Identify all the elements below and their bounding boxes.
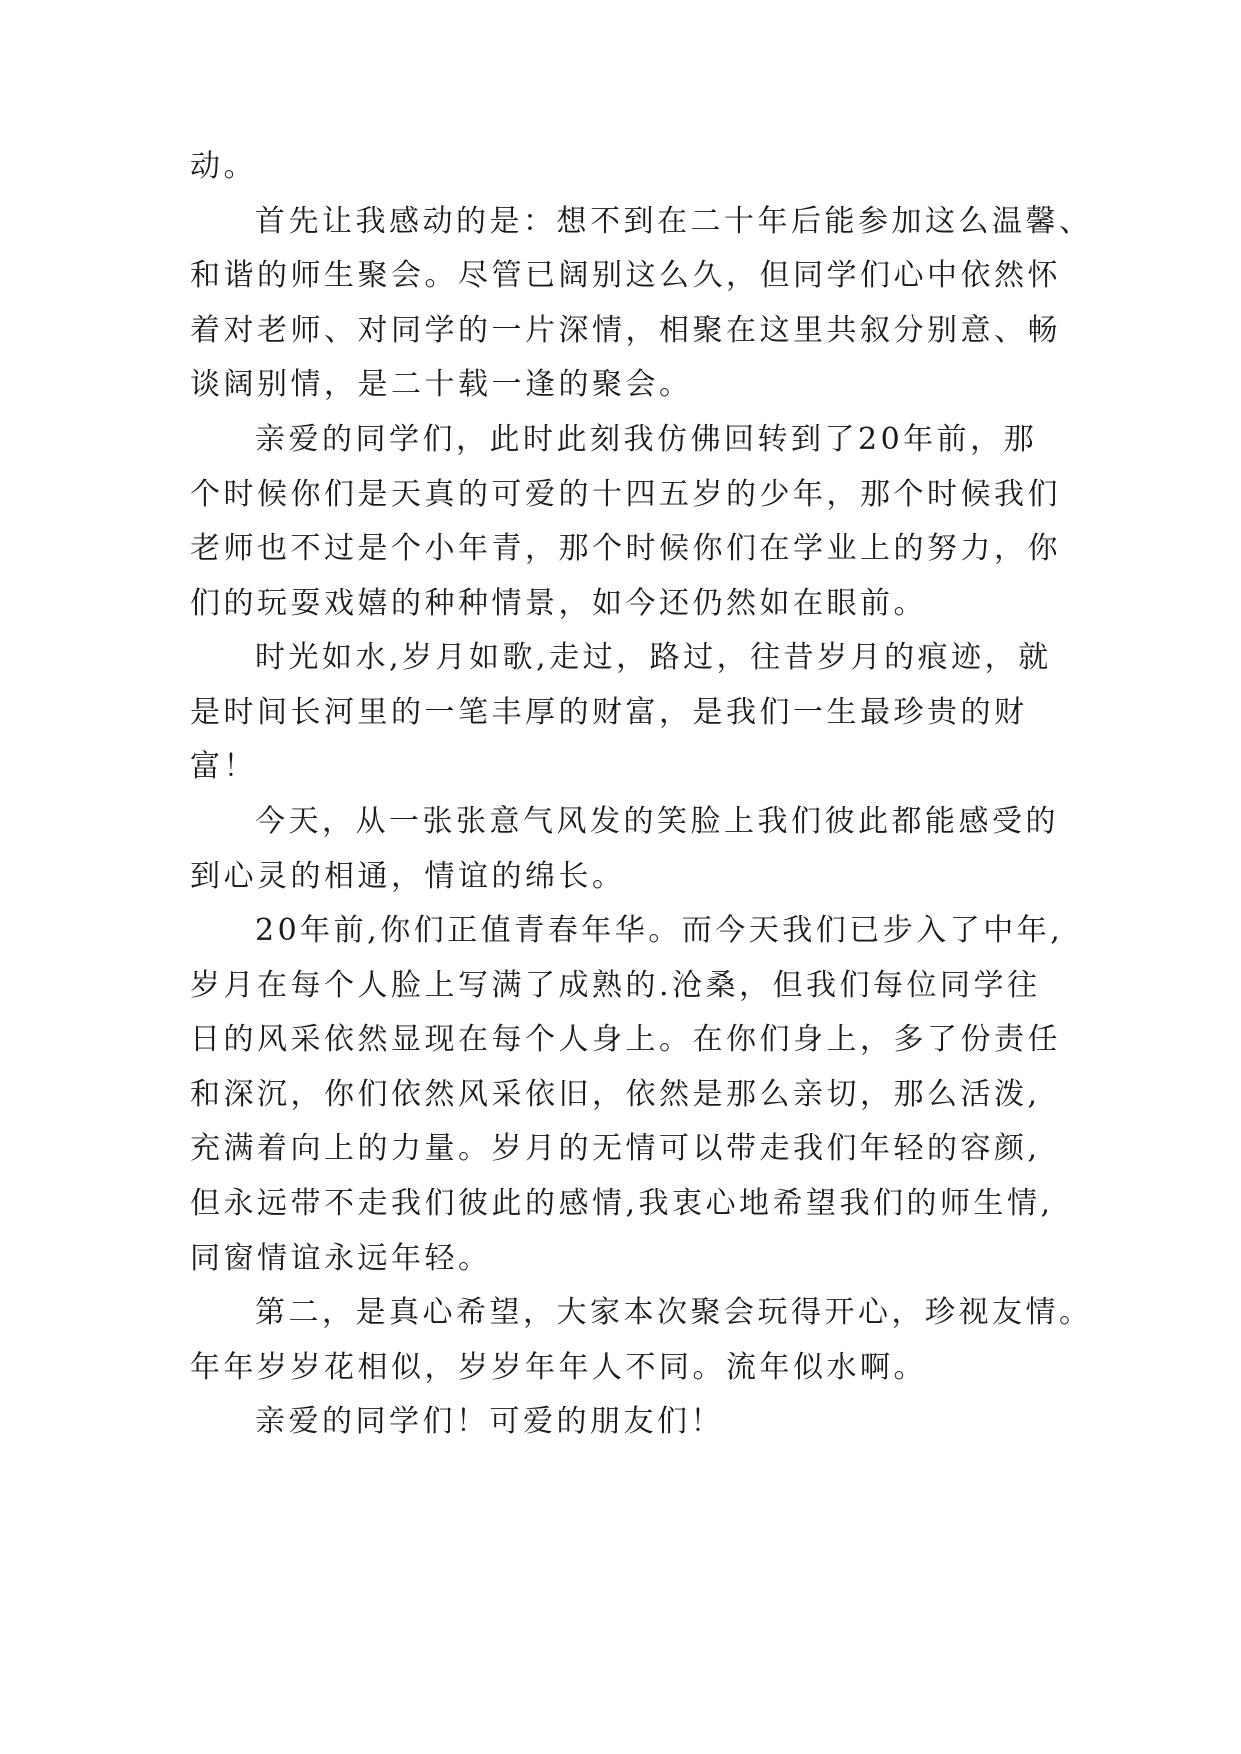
text-line-1: 动。 <box>190 149 257 184</box>
paragraph-1-line-4: 谈阔别情，是二十载一逢的聚会。 <box>190 367 693 402</box>
paragraph-4-line-1: 今天，从一张张意气风发的笑脸上我们彼此都能感受的 <box>255 804 1059 839</box>
paragraph-4-line-2: 到心灵的相通，情谊的绵长。 <box>190 859 626 894</box>
paragraph-1-line-3: 着对老师、对同学的一片深情，相聚在这里共叙分别意、畅 <box>190 313 1061 348</box>
paragraph-2-line-1: 亲爱的同学们，此时此刻我仿佛回转到了20年前，那 <box>255 422 1038 457</box>
paragraph-5-line-4: 和深沉，你们依然风采依旧，依然是那么亲切，那么活泼, <box>190 1077 1041 1112</box>
paragraph-7-line-1: 亲爱的同学们！可爱的朋友们！ <box>255 1404 724 1439</box>
paragraph-3-line-3: 富！ <box>190 749 257 784</box>
paragraph-5-line-2: 岁月在每个人脸上写满了成熟的.沧桑，但我们每位同学往 <box>190 968 1041 1003</box>
paragraph-6-line-2: 年年岁岁花相似，岁岁年年人不同。流年似水啊。 <box>190 1350 927 1385</box>
paragraph-3-line-2: 是时间长河里的一笔丰厚的财富，是我们一生最珍贵的财 <box>190 695 1028 730</box>
paragraph-5-line-3: 日的风采依然显现在每个人身上。在你们身上，多了份责任 <box>190 1022 1061 1057</box>
paragraph-5-line-7: 同窗情谊永远年轻。 <box>190 1241 492 1276</box>
paragraph-5-line-1: 20年前,你们正值青春年华。而今天我们已步入了中年, <box>255 913 1064 948</box>
paragraph-3-line-1: 时光如水,岁月如歌,走过，路过，往昔岁月的痕迹，就 <box>255 640 1052 675</box>
paragraph-6-line-1: 第二，是真心希望，大家本次聚会玩得开心，珍视友情。 <box>255 1295 1093 1330</box>
paragraph-2-line-4: 们的玩耍戏嬉的种种情景，如今还仍然如在眼前。 <box>190 586 927 621</box>
paragraph-2-line-2: 个时候你们是天真的可爱的十四五岁的少年，那个时候我们 <box>190 477 1061 512</box>
paragraph-1-line-2: 和谐的师生聚会。尽管已阔别这么久，但同学们心中依然怀 <box>190 258 1061 293</box>
paragraph-5-line-5: 充满着向上的力量。岁月的无情可以带走我们年轻的容颜, <box>190 1131 1041 1166</box>
paragraph-1-line-1: 首先让我感动的是：想不到在二十年后能参加这么温馨、 <box>255 204 1093 239</box>
paragraph-5-line-6: 但永远带不走我们彼此的感情,我衷心地希望我们的师生情, <box>190 1186 1054 1221</box>
paragraph-2-line-3: 老师也不过是个小年青，那个时候你们在学业上的努力，你 <box>190 531 1061 566</box>
